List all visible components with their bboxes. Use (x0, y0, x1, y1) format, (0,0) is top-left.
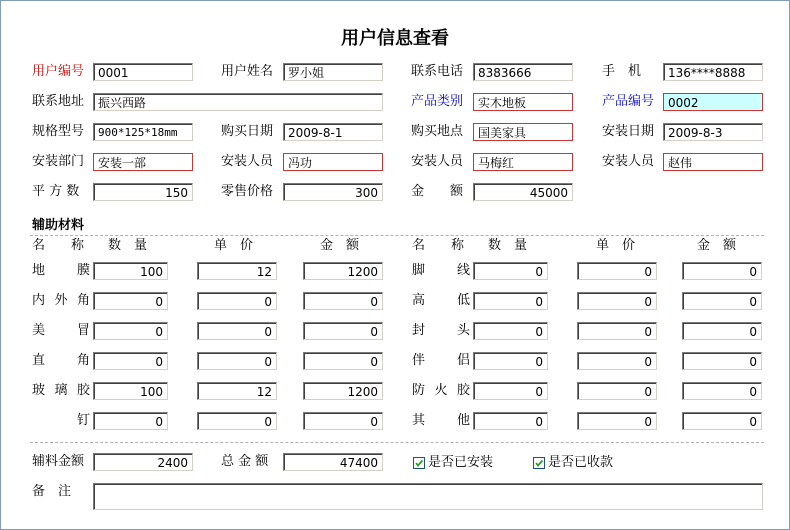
aux-left-qty-5[interactable]: 0 (93, 412, 168, 430)
aux-left-unit-1[interactable]: 0 (197, 292, 277, 310)
aux-left-unit-4[interactable]: 12 (197, 382, 277, 400)
aux-right-amount-4[interactable]: 0 (682, 382, 762, 400)
category-label: 产品类别 (411, 94, 464, 109)
aux-left-qty-0[interactable]: 100 (93, 262, 168, 280)
price-field[interactable]: 300 (283, 183, 383, 201)
aux-header-qty-right: 数 量 (488, 238, 528, 253)
check-icon (414, 458, 424, 468)
buy-date-label: 购买日期 (221, 124, 274, 139)
installer2-label: 安装人员 (411, 154, 464, 169)
page-title: 用户信息查看 (341, 28, 449, 49)
aux-left-name-2: 美 冒 (32, 323, 90, 338)
user-no-label: 用户编号 (32, 64, 85, 79)
installed-label[interactable]: 是否已安装 (428, 455, 494, 470)
price-label: 零售价格 (221, 184, 274, 199)
aux-header-amount-right: 金 额 (697, 238, 737, 253)
address-label: 联系地址 (32, 94, 85, 109)
installer2-field[interactable]: 马梅红 (473, 153, 573, 171)
aux-right-name-3: 伴 侣 (412, 353, 470, 368)
check-icon (534, 458, 544, 468)
aux-right-amount-2[interactable]: 0 (682, 322, 762, 340)
aux-left-unit-3[interactable]: 0 (197, 352, 277, 370)
buy-place-label: 购买地点 (411, 124, 464, 139)
aux-right-qty-3[interactable]: 0 (473, 352, 548, 370)
installed-checkbox[interactable] (413, 457, 425, 469)
user-name-label: 用户姓名 (221, 64, 274, 79)
aux-left-amount-3[interactable]: 0 (303, 352, 383, 370)
aux-right-amount-3[interactable]: 0 (682, 352, 762, 370)
amount-field[interactable]: 45000 (473, 183, 573, 201)
grand-total-label: 总 金 额 (221, 454, 269, 469)
aux-total-label: 辅料金额 (32, 454, 85, 469)
installer3-field[interactable]: 赵伟 (663, 153, 763, 171)
aux-header-unit-right: 单 价 (596, 238, 636, 253)
install-date-label: 安装日期 (602, 124, 655, 139)
paid-label[interactable]: 是否已收款 (548, 455, 614, 470)
aux-left-name-0: 地 膜 (32, 263, 90, 278)
aux-left-amount-4[interactable]: 1200 (303, 382, 383, 400)
aux-left-name-1: 内 外 角 (32, 293, 90, 308)
aux-section-title: 辅助材料 (32, 218, 85, 233)
aux-right-amount-1[interactable]: 0 (682, 292, 762, 310)
aux-right-amount-5[interactable]: 0 (682, 412, 762, 430)
installer3-label: 安装人员 (602, 154, 655, 169)
installer1-label: 安装人员 (221, 154, 274, 169)
aux-header-qty-left: 数 量 (108, 238, 148, 253)
spec-field[interactable]: 900*125*18mm (93, 123, 193, 141)
aux-right-qty-1[interactable]: 0 (473, 292, 548, 310)
phone-label: 联系电话 (411, 64, 464, 79)
aux-header-unit-left: 单 价 (214, 238, 254, 253)
aux-right-qty-2[interactable]: 0 (473, 322, 548, 340)
install-dept-field[interactable]: 安装一部 (93, 153, 193, 171)
spec-label: 规格型号 (32, 124, 85, 139)
aux-header-amount-left: 金 额 (320, 238, 360, 253)
aux-right-name-1: 高 低 (412, 293, 470, 308)
aux-left-amount-0[interactable]: 1200 (303, 262, 383, 280)
aux-left-unit-5[interactable]: 0 (197, 412, 277, 430)
paid-checkbox[interactable] (533, 457, 545, 469)
address-field[interactable]: 振兴西路 (93, 93, 383, 111)
phone-field[interactable]: 8383666 (473, 63, 573, 81)
aux-right-unit-1[interactable]: 0 (577, 292, 657, 310)
product-no-label: 产品编号 (602, 94, 655, 109)
aux-right-unit-0[interactable]: 0 (577, 262, 657, 280)
aux-left-qty-1[interactable]: 0 (93, 292, 168, 310)
aux-total-field[interactable]: 2400 (93, 453, 193, 471)
aux-right-name-4: 防 火 胶 (412, 383, 470, 398)
remark-field[interactable] (93, 483, 763, 510)
aux-left-qty-4[interactable]: 100 (93, 382, 168, 400)
aux-right-qty-5[interactable]: 0 (473, 412, 548, 430)
buy-place-field[interactable]: 国美家具 (473, 123, 573, 141)
aux-left-unit-0[interactable]: 12 (197, 262, 277, 280)
product-no-field[interactable]: 0002 (663, 93, 763, 111)
aux-right-amount-0[interactable]: 0 (682, 262, 762, 280)
aux-header-name-left: 名 称 (32, 238, 85, 253)
aux-right-name-2: 封 头 (412, 323, 470, 338)
aux-left-amount-5[interactable]: 0 (303, 412, 383, 430)
aux-left-name-4: 玻 璃 胶 (32, 383, 90, 398)
aux-left-qty-3[interactable]: 0 (93, 352, 168, 370)
aux-left-unit-2[interactable]: 0 (197, 322, 277, 340)
aux-right-unit-3[interactable]: 0 (577, 352, 657, 370)
aux-right-unit-2[interactable]: 0 (577, 322, 657, 340)
aux-right-unit-4[interactable]: 0 (577, 382, 657, 400)
area-label: 平 方 数 (32, 184, 80, 199)
aux-right-qty-0[interactable]: 0 (473, 262, 548, 280)
aux-right-qty-4[interactable]: 0 (473, 382, 548, 400)
user-name-field[interactable]: 罗小姐 (283, 63, 383, 81)
aux-left-name-5: 钉 (76, 413, 90, 428)
user-no-field[interactable]: 0001 (93, 63, 193, 81)
aux-left-amount-1[interactable]: 0 (303, 292, 383, 310)
grand-total-field[interactable]: 47400 (283, 453, 383, 471)
remark-label: 备 注 (32, 484, 72, 499)
amount-label: 金 额 (411, 184, 464, 199)
install-date-field[interactable]: 2009-8-3 (663, 123, 763, 141)
aux-divider-bottom (30, 442, 764, 443)
aux-left-amount-2[interactable]: 0 (303, 322, 383, 340)
aux-left-name-3: 直 角 (32, 353, 90, 368)
buy-date-field[interactable]: 2009-8-1 (283, 123, 383, 141)
mobile-field[interactable]: 136****8888 (663, 63, 763, 81)
aux-right-name-5: 其 他 (412, 413, 470, 428)
category-field[interactable]: 实木地板 (473, 93, 573, 111)
area-field[interactable]: 150 (93, 183, 193, 201)
install-dept-label: 安装部门 (32, 154, 85, 169)
aux-right-name-0: 脚 线 (412, 263, 470, 278)
aux-header-name-right: 名 称 (412, 238, 465, 253)
aux-right-unit-5[interactable]: 0 (577, 412, 657, 430)
installer1-field[interactable]: 冯功 (283, 153, 383, 171)
mobile-label: 手 机 (602, 64, 642, 79)
aux-left-qty-2[interactable]: 0 (93, 322, 168, 340)
